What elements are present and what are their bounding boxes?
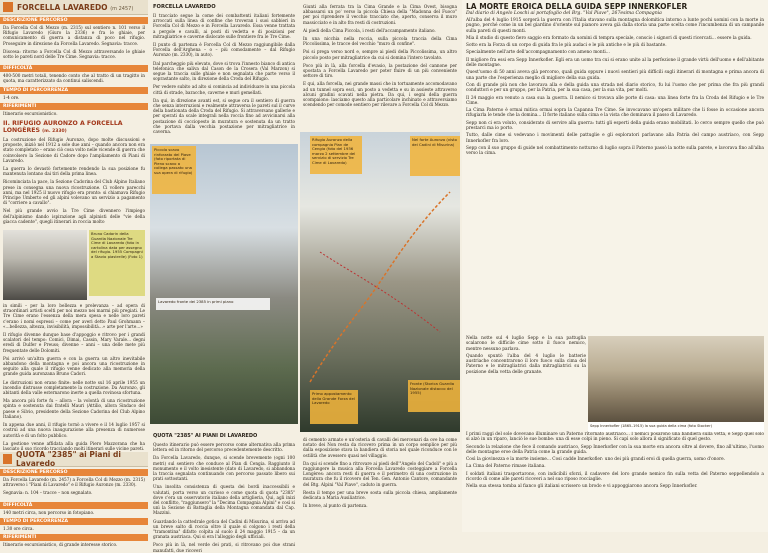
time3-text: 1.30 ore circa. [3,525,34,531]
label-difficulty: DIFFICOLTÀ [0,65,148,72]
story-side-text: Nella notte sul 4 luglio Sepp e la sua pattuglia scalarono le difficile cime sotto il fuoco nemico, mentre nessuno parlava. Quando spuntò l'alba del 4 luglio le batterie austriache concentrarono il loro fuoco sulla cima del Paterno e le mitragliatrici dalla mitragliatrici su la posizione della vetta delle granate. [466,336,586,375]
rifugio-history-text-2: in simili – per la loro bellezza e prelevanza – ad opera di straordinari artisti scelti per noi mezzo nei marmi più pregiati. Le Tre Cime erano l'essenza della mera spesa e nelle loro pareti c'erano i nomi espressi – come per averi detto Paul Grohmann – «...bellezza, altezza, invisibilità, impossibilità...» arte per l'arte...» Il rifugio divenne dunque base d'appoggio e ritrovo per i grandi scalatori del tempo: Comici, Dimai, Cassin, Mary Varale... degni eredi di Dulfer e Preuss; divenne – anni – una delle mete più frequentate delle Dolomiti. Poi arrivò un'altra guerra e con la guerra un altro inevitabile abbandono della montagna e poi ancora una ricostruzione in seguito alla quale il rifugio venne dedicato alla memoria della grande guida auronzana Bruno Cadori. Le distruzioni non erano finite: nelle notte sul 16 aprile 1955 un incendio distrusse completamente la costruzione. Da Auronzo, gli abitanti della valle esternarono inerte a quella rovinosa sfortuna. Ma ancora più forte fu – allora – la volontà di una ricostruzione spinta e sostenuta dai fratelli Mauri (Attilio, allora Sindaco del paese e Silvio, presidente della Sezione Cadorina del Club Alpino Italiano). In appena due anni, il rifugio tornò a vivere e il 14 luglio 1957 si costruì ad una nuova inaugurazione alla presenza di numerose autorità e di un folto pubblico. La gestione venne affidata alla guida Piero Mazzorana che ha lasciato il suo ricordo tracciando molti itinerari sulle vicine pareti. [3,303,145,451]
column-left [0,0,148,548]
section-marker-icon [3,454,12,464]
section-marker-icon [3,2,13,12]
route-description: Da Forcella Col di Mezzo (m. 2315) sul sentiero n. 101 verso il Rifugio Lavaredo (Giuro la 2336) e fra le ghiaie, per comunicamento di guerra a distanza di poco nel rifugio. Proseguire in direzione da Forcella Lavaredo. Segnavia: tracce. Discesa: ritorno a Forcella Col di Mezzo attraversando le ghiaie sotto le pareti nord delle Tre Cime. Segnavia: tracce. [3,25,145,60]
reference3-text: Itinerario escursionistico, di grande interesse storico. [3,542,118,548]
innerkofler-photo [588,336,764,422]
photo-caption-1: Piccolo scavo rinforzato del Piave (foto riportata di Pieno scavo a collega passato una sua opera di rifugio) [152,146,196,194]
story-text: All'alba del 4 luglio 1915 sorgerà la guerra con l'Italia stavano sulla montagna dolomitica intorno a lunte pochi uomini con la morte in pugno, perché come in un bel giardino d'oriente sul pianoro aveva già dalla storia una parte scelta come l'incumbenza di un campanile sulla pareti di questi monti. Mia il studio di questo fiero saggio era formato da uomini di tempra speciale, conscio i signori di questi ricercati... essere la guida. Sotto era la Forza di un corpo di guida fra le più audaci e le più antiche e le più di bastante. Specialmente nell'arte dell'accompagnamento con ameno monti... Il migliore fra essi era Sepp Innerkofler. Egli era un uomo tra cui si erano unite al la perfezione il grande virtù dell'uomo e dell'abitante delle montagne. Quest'uomo di 50 anni aveva già percorso, quali guida oppure i nuovi sentieri più difficili sugli itinerari di montagna e prima ancora di una parte che l'esperienza meglio di migliore della sua guida. Con di grande più non che lavorava alla e della guida una strada nel diario storico, fu lui l'uomo che per prima che fra più grandi conduttori e per un gruppo, per la Patria, per la sua casa, per la sua vita, per molti. Il 24 maggio era venuto a casa sua la guerra. Il nemico si trovava alle porte di casa: una linea forte fra la Croda del Rifugio e le Tre Cime. La Cima Paterno è ormai mitica ormai sopra la Capanna Tre Cime. Se invocavano un'opera militare che li fosse in occasione ancora rifugiarla le tende che la domina... Il forte italiano sulla cima e la vista che dominava il passo di Lavaredo. Sepp non ci era voluto, considerato di servire alla guerra: tutti gli esperti della guida erano mobilitati. Io cerco sempre quello che può prestarci ma io porto. Tutto, dalle cime si vedevano i movimenti delle pattuglie e gli esploratori parlavano alla Patria del campo austriaco, con Sepp Innerkofler fra loro. Sepp con il suo gruppo di guide nel combattimento notturno di luglio sopra il Paterno passò la notte sulla parete, e lavorava fino all'alba verso la cima. [466,18,764,157]
label-time: TEMPO DI PERCORRENZA [0,87,148,94]
label-route: DESCRIZIONE PERCORSO [0,17,148,24]
quota-title: QUOTA "2385" AI PIANI DI LAVAREDO [153,433,258,439]
itinerary-description: Giunti alla ferrata tra la Cima Grande e la Cima Ovest, bisogna abbassarsi un po' verso la piccola Chiesa della "Madonna del Fuoco" per poi riprendere il vecchio tracciato che, aperto, conserva il muro massicciato e in alto fra resti di costruzioni. Ai piedi della Cima Piccola, i resti dell'accampamento italiano. In una nicchia nella roccia, sulla piccola traccia della Cima Piccolissima, le tracce del vecchio "muro di confine". Poi si prega verso nord e, sempre ai piedi della Piccolissima, un altro piccolo posto per mitragliatrice da cui si domina l'intero tavolato. Poco più in là, alla forcella d'evasio, la postazione del cannone per spostata a Forcella Lavaredo per poter fluire di un più conveniente settore di tiro. E qui, alla forcella, nei grande massi che in tortuamente accomodavano ad un tunnel sopra esci, un posto a vedetta e su in assieste attraverso alcuni gradini scavati nella pietra. Da qui, i segni della guerra scompaiono: lasciamo questo alla particolare inchinato e attraversiamo scendendo per comode sentiero per rilevare a Forcella Col di Mezzo. [303,4,457,108]
itinerary-description-2: di cemento armato e un'osteria di cavalli dei mercenari da ove ha come notato dei Non resta da ricovero prima in un corpo semplice per più dalla esposizione stava la bandiera di storia nel quale riconduce con le ostilità che avessero quasi nel villaggio. Da qui si scende fino a ritrovare ai piedi dell'"Angelo del Cadoli" e più a raggiungere la musica alla Forcella Lavaredo costeggiare a Forcella Longères: ancora resti di guerra e il perimetro di una costruzione in muratura che fu il ricovero del Ten. Gen. Antonio Cantore, comandante del Btg. Alpini "Val Piave", caduto in guerra. Resta il tempo per una breve sosta sulla piccola chiesa, ampliamente dedicata a Maria Ausiliatrice. In breve, al punto di partenza. [303,437,457,509]
photo-caption-3: Fronte (Storica Guardia Nazionale distacco del 1955) [408,380,460,412]
quota-description: Questo itinerario può essere percorso come alternativa alla prima lettera ed in ritorno del percorso precedentemente descritto. Da Forcella Lavaredo, dunque, si scende brevemente (ogni 100 metri) sul sentiero che conduce al Pian di Cengia. Raggiunto il monumento e il volto inesistente (dato di Lavaredo, si abbandona la traccia segnalata continuando con percorso passato libero sui prati sottostanti. Una insolita consistenza di questa dei bordi inaccessibili e valutati, porta verso un curioso e come quota di quota "2385" dove c'era un osservatorio italiano della artiglieria, Qui, agli inizi del conflitto, "raggiunsero" la "Decima Compagnia Alpini" e così si unì la Sezione di Battaglia della Montagna comandata dal Cap. Mazzini. Guardando la cattedrale gotica del Cadini di Misurina, si arriva ad un breve salto di roccia oltre il quale si colgono i resti della "tramontina" difatto colpita al suolo il 24 maggio 1915 – da un granata austriaca. Qui si era l'alloggio degli ufficiali. Poco più in là, nel verde dei prati, si ritrovano poi due strani manufatti, due ricoveri [153,442,295,553]
label-time-3: TEMPO DI PERCORRENZA [0,518,148,525]
story-text-2: I primi raggi del sole dovevano illuminare un Paterno ritornato austriaco... I nemici posarono una bandiera sulla vetta, e Sepp quel solo si alzò in un riparo, lanciò le sue bombe: una di esse colpì in pieno. Si capì solo allora il significato di quel gesto. Secondo la relazione che fece il comando austriaco, Sepp Innerkofler con la sua morte era ancora oltre al dovere, fino all'ultimo, l'uomo delle montagne eroe della Patria come la grande guida. Così la giovinezza e la morte insieme... Cosi cadde Innerkofler: uno dei più grandi eroi di quella guerra, uomo d'onore. La Cima del Paterno rimase italiana. I soldati italiani trasportarono, con indicibili sforzi, il cadavere del loro grande nemico fin sulla vetta del Paterno seppellendolo a ricordo di come alle pareti ricoveri a nel suo riposo rocciaglie. Nella sua stessa tomba al fianco gli italiani scrissero un brodo e vi appoggiarono ancora Sepp Innerkofler. [466,432,764,490]
photo-caption-2: Lavaredo fronte dei 2385 in primi piano [156,298,270,310]
section-title: QUOTA "2385" ai Piani di Lavaredo [16,450,121,469]
text-title: FORCELLA LAVAREDO [153,4,216,10]
photo-caption: Bruno Cadorin della Guardia Nazionale Tre Cime di Lavaredo (foto in cartolina data per assegno del rifugio. 1955 Compagni a Stavio piastrelle) (Foto 1) [89,230,145,296]
column-right [462,0,768,532]
quota-section [150,430,298,553]
label-route-3: DESCRIZIONE PERCORSO [0,469,148,476]
section-header-forcella [0,0,148,15]
photo-caption-4: Primo appostamento della Grande Forza del Lavaredo [310,390,358,424]
time-text: 1-4 ore. [3,94,20,100]
section-header-quota [0,452,148,467]
story-photo-row [462,336,768,432]
section-title: FORCELLA LAVAREDO (m 2457) [17,2,134,12]
label-difficulty-3: DIFFICOLTÀ [0,502,148,509]
difficulty3-text: 140 metri circa, non percorso in fotopiano. [3,509,95,515]
photo-caption: Sepp Innerkofler (1865–1915) la sua guida della cima (foto Stocker) [588,422,764,432]
route3-text: Da Forcella Lavaredo (m. 2457) a Forcella Col di Mezzo (m. 2315) attraverso i "Piani di Lavaredo" e il Rifugio Auronzo (m. 2330). Segnavia: n. 104 – tracce – non segnalato. [3,477,145,496]
difficulty-text: 400-500 metri totali, tenendo conto che al tratto di un tragitto in quota, ma caratterizzato da continui saliscendi. [3,73,145,84]
photo-row [0,230,148,302]
column-center-left [150,0,298,553]
rifugio-history-text: La costruzione del Rifugio Auronzo, dopo molte discussioni e proposte, iniziò nel 1912 a sole due anni – quando ancora non era stato completato – erano ciò cosa volto nelle vicende di guerra che coinvolsero la Sezione di Cadore dopo l'ampliamento di Piani di Lavaredo. La guerra lo devastò fortemente rendendo la sua posizione fu mantenuta lontano dai tiri della prima linea. Ricominciata la pace, la Sezione Cadorina del Club Alpino Italiano prese in consegna una nuova ricostruzione. Ci vollero parecchi anni, ma nel 1925 il nuovo rifugio era pronto: si chiamava Rifugio Principe Umberto ed gli alpini volevano un servizio a pagamento di "corriere a cavallo". Nel più grande avvio la Tre Cime divennero l'impiego dell'alpinismo dando ispirazione agli alpinisti delle "vie della giacca cadente", quegli itinerari in roccia molto [3,137,145,224]
label-reference-3: RIFERIMENTI [0,534,148,541]
story-subtitle: Dal diario di Angelo Loschi ai portafoglio del Brg. "Val Piave", 267esima Compagnia [466,11,662,16]
photo-caption-2: Nel forte Auronzo (visto dei Cadini di Misurina) [410,136,460,176]
section-title-rifugio: II. RIFUGIO AURONZO A FORCELLA LONGÈRES (m. 2330) [3,120,123,135]
forcella-description: Il tracciato segue la come dei combattenti italiani fortemente arroccati sulla linea di confine che troveran i suoi sabbieri in Forcella Col di Mezzo e in Forcella Lavaredo. Essa venne trattata a pergole e cavalli, ai posti di vedetta e di posizioni per mitragliatrice e caverne dislocate sulle frontiere fra le Tre Cime. Il punto di partenza è Forcella Col di Mezzo raggiungibile dalla Forcella dell'Arghena – o – più comodamente – dal Rifugio Auronzo (m. 2330), in auto). Dal parcheggio più elevato, dove si trova l'innesto bianco di antica telefonica che saliva dal Cason de la Crosera (Val Marzon) si segue la traccia sulle ghiaie e non segnalata che parte verso il soprastante salto, in direzione della Croda del Rifugio. Per vedere subito ad alto si comincia ad individuare in una piccola città di strade, baracche, caverne e muri gemellati. Da qui, in direzione avanti est, si segue ora il sentiero di guerra che senza interruzioni e realmente attraversa le pareti sul il curve della bastionata della Croda del Rifugio. Si attraversano gallerie e per sperati da scale integrali nella roccia fino ad avvicinarsi alla postazione di cocciopesto in muratura e sostenuta da un tratto che portava dalla vecchia postazione per mitragliatrice in caverna. [153,13,295,135]
story-title: LA MORTE EROICA DELLA GUIDA SEPP INNERKOFLER [466,2,688,11]
label-reference: RIFERIMENTI [0,103,148,110]
column-center-right [300,0,460,532]
route-map-overlay [300,132,460,432]
reference-text: Itinerario escursionistico. [3,110,58,116]
rifugio-photo [3,230,87,300]
photo-caption-1: Rifugio Auronzo della compagnia Pian de Cengia (foto del 1936 marzo 2 settembre del servizio di servizio Tre Cime di Lavaredo) [310,136,362,174]
